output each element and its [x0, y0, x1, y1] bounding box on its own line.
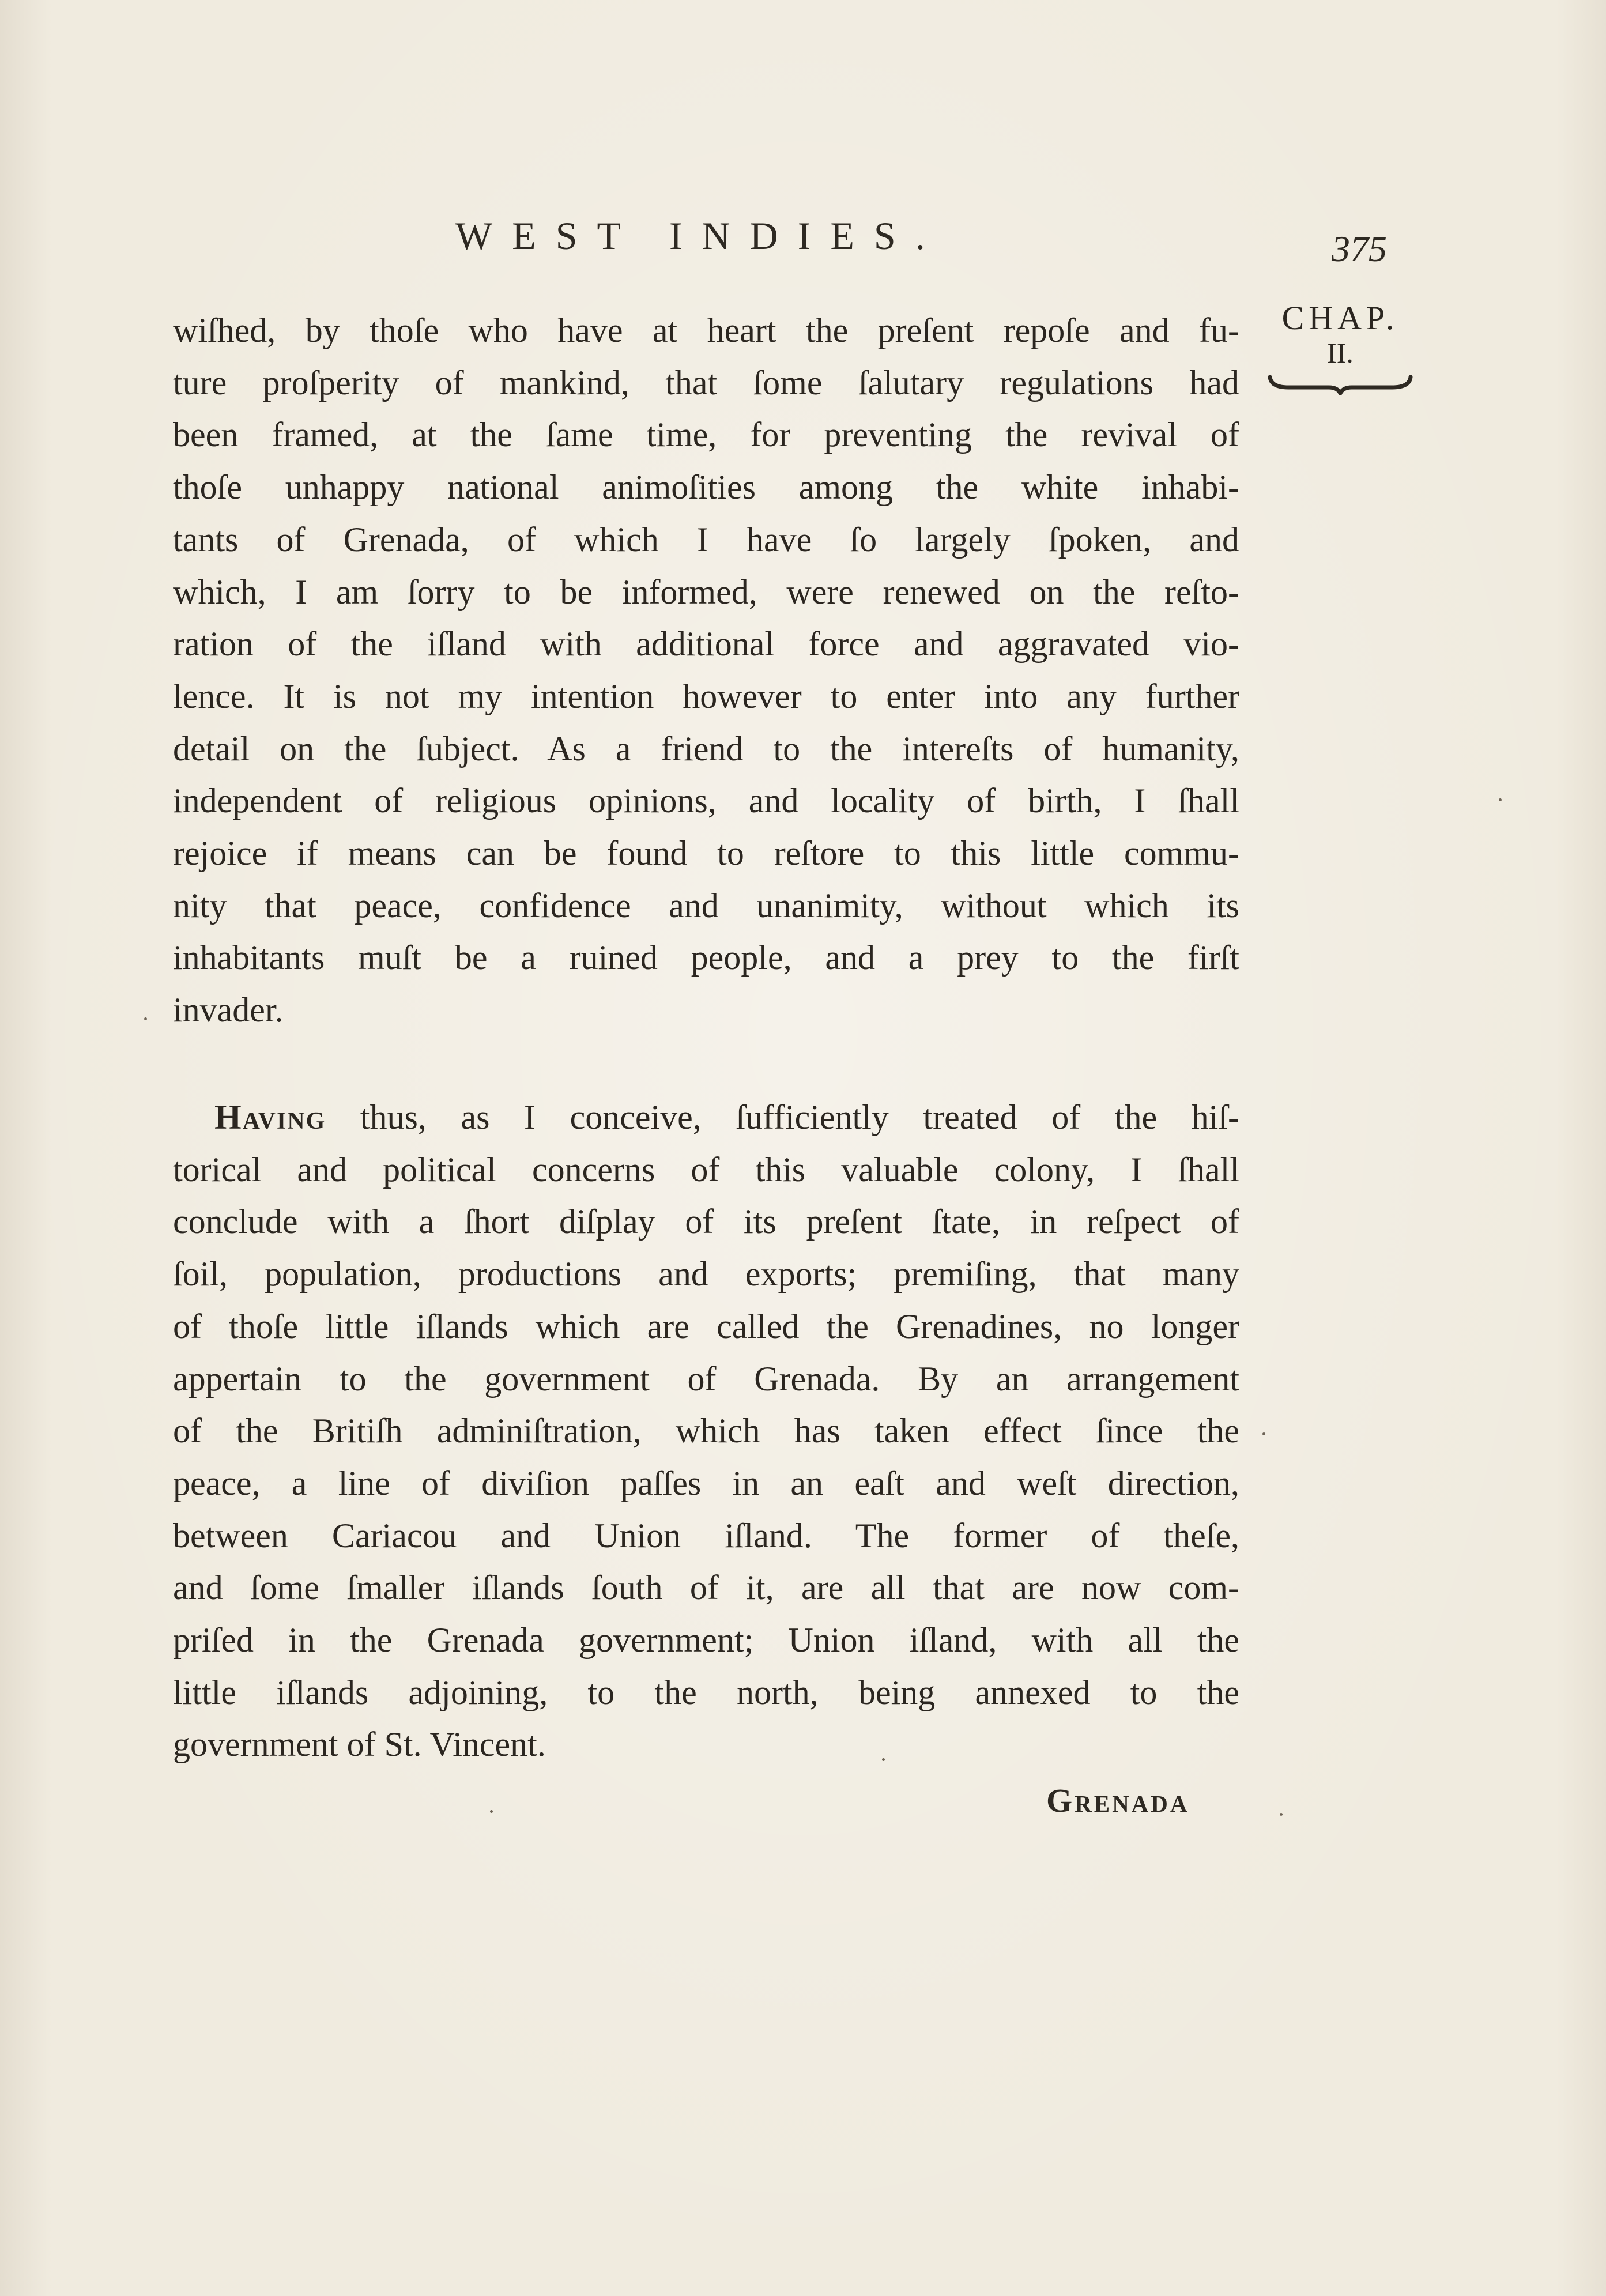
paper-speck [490, 1810, 493, 1813]
text-line: appertain to the government of Grenada. By an arrangement [173, 1359, 1239, 1398]
text-line: torical and political concerns of this valuable colony, I ſhall [173, 1150, 1239, 1189]
text-line: detail on the ſubject. As a friend to the intereſts of humanity, [173, 729, 1239, 768]
text-line: and ſome ſmaller iſlands ſouth of it, are all that are now com- [173, 1569, 1239, 1607]
paper-speck [882, 1758, 885, 1761]
text-line: rejoice if means can be found to reſtore to this little commu- [173, 834, 1239, 873]
text-line: independent of religious opinions, and locality of birth, I ſhall [173, 782, 1239, 820]
text-line: of the Britiſh adminiſtration, which has taken effect ſince the [173, 1412, 1239, 1450]
text-line: which, I am ſorry to be informed, were renewed on the reſto- [173, 572, 1239, 611]
text-line: priſed in the Grenada government; Union iſland, with all the [173, 1621, 1239, 1660]
chapter-label: CHAP. [1281, 299, 1399, 337]
page-number: 375 [1332, 228, 1387, 269]
paper-speck [1499, 798, 1502, 801]
text-line: lence. It is not my intention however to enter into any further [173, 677, 1239, 715]
text-line: ſoil, population, productions and exports; premiſing, that many [173, 1255, 1239, 1294]
text-line: government of St. Vincent. [173, 1725, 546, 1764]
chapter-side-note [1262, 300, 1418, 395]
text-line: peace, a line of diviſion paſſes in an eaſt and weſt direction, [173, 1464, 1239, 1502]
text-line: invader. [173, 991, 284, 1030]
text-line: between Cariacou and Union iſland. The former of theſe, [173, 1516, 1239, 1555]
text-line: wiſhed, by thoſe who have at heart the preſent repoſe and fu- [173, 311, 1239, 349]
catchword: Grenada [1046, 1782, 1190, 1819]
text-line: of thoſe little iſlands which are called the Grenadines, no longer [173, 1307, 1239, 1345]
text-line: nity that peace, confidence and unanimity, without which its [173, 886, 1239, 925]
text-line: been framed, at the ſame time, for preventing the revival of [173, 416, 1239, 454]
text-line [173, 1091, 1239, 1144]
lead-word: Having [214, 1098, 326, 1136]
text-line: conclude with a ſhort diſplay of its preſent ſtate, in reſpect of [173, 1202, 1239, 1241]
text-line: tants of Grenada, of which I have ſo largely ſpoken, and [173, 520, 1239, 559]
running-title: WEST INDIES. [455, 214, 945, 258]
paper-speck [1262, 1432, 1265, 1435]
brace-ornament-icon [1265, 372, 1415, 395]
text-line: little iſlands adjoining, to the north, being annexed to the [173, 1673, 1239, 1711]
paragraph-2 [173, 1091, 1239, 1771]
paper-speck [1280, 1813, 1283, 1816]
text-line: inhabitants muſt be a ruined people, and a prey to the firſt [173, 938, 1239, 977]
first-line-text: thus, as I conceive, ſufficiently treated of the hiſ- [326, 1098, 1239, 1136]
chapter-number: II. [1327, 337, 1354, 369]
paper-speck [144, 1017, 147, 1020]
text-line: ture proſperity of mankind, that ſome ſalutary regulations had [173, 363, 1239, 402]
text-line: thoſe unhappy national animoſities among the white inhabi- [173, 468, 1239, 507]
paragraph-1 [173, 304, 1239, 1036]
text-line: ration of the iſland with additional force and aggravated vio- [173, 625, 1239, 663]
